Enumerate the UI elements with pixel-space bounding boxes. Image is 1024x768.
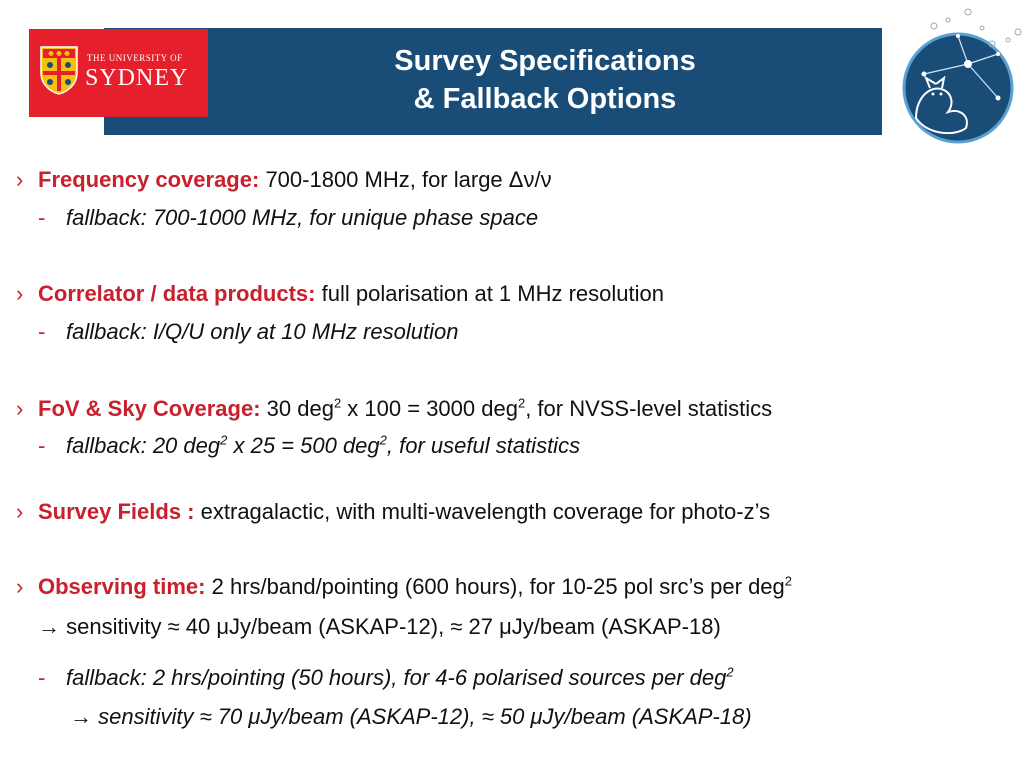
bullet-text: x 100 = 3000 deg — [347, 396, 518, 421]
bullet-observing — [38, 574, 792, 600]
bullet-marker: › — [16, 499, 24, 524]
bullet-fields — [38, 499, 770, 525]
bullet-text: , for NVSS-level statistics — [525, 396, 773, 421]
superscript: 2 — [784, 573, 793, 589]
bullet-text: 2 hrs/band/pointing (600 hours), for 10-25 pol src’s per deg — [211, 574, 785, 599]
superscript: 2 — [333, 395, 342, 411]
fallback-observing-sensitivity: → sensitivity ≈ 70 μJy/beam (ASKAP-12), ≈ 50 μJy/beam (ASKAP-18) — [70, 704, 752, 729]
superscript: 2 — [220, 432, 228, 448]
bullet-label: Observing time: — [38, 574, 206, 599]
sub-bullet-marker: - — [38, 319, 46, 344]
sub-bullet-marker: - — [38, 665, 46, 690]
title-line-2: & Fallback Options — [413, 83, 677, 115]
superscript: 2 — [379, 432, 387, 448]
fallback-correlator: fallback: I/Q/U only at 10 MHz resolution — [66, 319, 459, 344]
logo-text-small: THE UNIVERSITY OF — [87, 53, 183, 63]
observing-sensitivity: → sensitivity ≈ 40 μJy/beam (ASKAP-12), ≈ 27 μJy/beam (ASKAP-18) — [38, 614, 721, 639]
bullet-text: 700-1800 MHz, for large Δν/ν — [265, 167, 552, 192]
fallback-fov — [66, 433, 580, 459]
bullet-text: extragalactic, with multi-wavelength coverage for photo-z’s — [200, 499, 771, 524]
fallback-text: fallback: 20 deg — [66, 433, 221, 458]
bullet-text: 30 deg — [266, 396, 334, 421]
superscript: 2 — [517, 395, 526, 411]
bullet-marker: › — [16, 574, 24, 599]
fallback-text: fallback: 2 hrs/pointing (50 hours), for 4-6 polarised sources per deg — [66, 665, 727, 690]
bullet-marker: › — [16, 396, 24, 421]
fallback-text: x 25 = 500 deg — [233, 433, 380, 458]
bullet-marker: › — [16, 167, 24, 192]
bullet-marker: › — [16, 281, 24, 306]
bullet-label: Correlator / data products: — [38, 281, 316, 306]
fallback-frequency: fallback: 700-1000 MHz, for unique phase space — [66, 205, 539, 230]
bullet-correlator — [38, 281, 664, 307]
logo-text-big: SYDNEY — [85, 65, 189, 91]
fallback-observing — [66, 665, 734, 691]
fallback-text: , for useful statistics — [386, 433, 581, 458]
bullet-text: full polarisation at 1 MHz resolution — [321, 281, 664, 306]
bullet-fov — [38, 396, 772, 422]
bullet-label: Frequency coverage: — [38, 167, 260, 192]
bullet-label: FoV & Sky Coverage: — [38, 396, 261, 421]
bullet-frequency — [38, 167, 552, 193]
title-line-1: Survey Specifications — [394, 45, 696, 77]
sub-bullet-marker: - — [38, 205, 46, 230]
sub-bullet-marker: - — [38, 433, 46, 458]
bullet-label: Survey Fields : — [38, 499, 195, 524]
superscript: 2 — [726, 664, 734, 680]
